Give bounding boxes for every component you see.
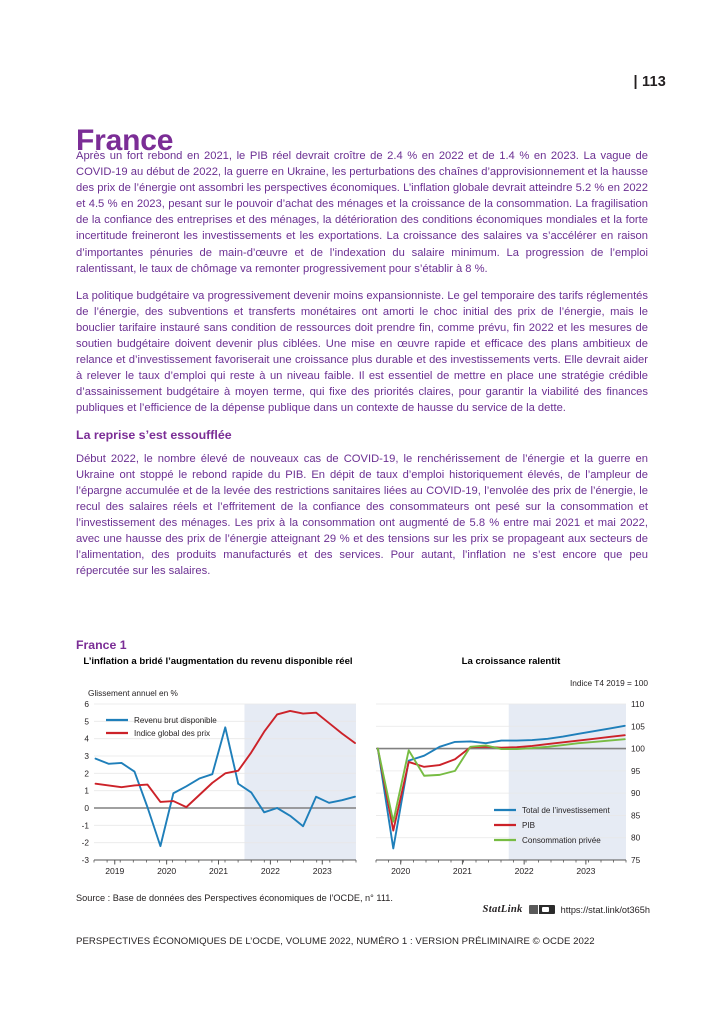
chart-left-title: L’inflation a bridé l’augmentation du revenu disponible réel: [83, 656, 353, 667]
chart-croissance-ralentit: [370, 656, 652, 888]
svg-text:2021: 2021: [452, 866, 472, 876]
svg-text:2023: 2023: [576, 866, 596, 876]
chart-left-plot: [74, 698, 362, 878]
svg-text:Revenu brut disponible: Revenu brut disponible: [134, 716, 217, 725]
svg-text:2023: 2023: [312, 866, 332, 876]
page-title: France: [76, 124, 174, 158]
svg-text:90: 90: [631, 788, 641, 799]
svg-text:Consommation privée: Consommation privée: [522, 836, 601, 845]
svg-text:6: 6: [84, 699, 89, 709]
statlink[interactable]: [483, 904, 650, 915]
svg-text:2: 2: [84, 768, 89, 779]
statlink-label: StatLink: [482, 904, 523, 915]
statlink-barcode-icon: [529, 905, 555, 914]
svg-text:-1: -1: [81, 820, 89, 831]
svg-text:75: 75: [631, 855, 641, 865]
svg-text:2020: 2020: [391, 866, 411, 876]
running-footer: PERSPECTIVES ÉCONOMIQUES DE L’OCDE, VOLUME 2022, NUMÉRO 1 : VERSION PRÉLIMINAIRE © OCDE 2022: [76, 936, 595, 947]
svg-text:3: 3: [84, 751, 89, 761]
paragraph-1: Après un fort rebond en 2021, le PIB réel devrait croître de 2.4 % en 2022 et de 1.4 % en 2023. La vague de COVID-19 au début de 2022, la guerre en Ukraine, les perturbations des chaînes d’approvisionnement et la hausse des prix de l’énergie ont assombri les perspectives économiques. L’inflation globale devrait atteindre 5.2 % en 2022 et 4.5 % en 2023, pesant sur le pouvoir d’achat des ménages et la croissance de la consommation. La fragilisation de la confiance des entreprises et des ménages, la détérioration des conditions économiques mondiales et la forte incertitude freineront les investissements et les exportations. La croissance des salaires va s’accélérer en raison d’importantes pénuries de main-d’œuvre et de l’indexation du salaire minimum. La progression de l’emploi ralentissant, le taux de chômage va remonter progressivement pour s’établir à 8 %.: [76, 150, 648, 275]
chart-inflation-revenu: [74, 656, 362, 888]
paragraph-2: La politique budgétaire va progressivement devenir moins expansionniste. Le gel temporaire des tarifs réglementés de l’énergie, des subventions et transferts monétaires ont amorti le choc initial des prix de l’énergie, mais le bouclier tarifaire instauré sans condition de ressources doit prendre fin, comme prévu, fin 2022 et les mesures de soutien budgétaire doivent devenir plus ciblées. Une mise en œuvre rapide et efficace des plans ambitieux de relance et d’investissement favoriserait une croissance plus durable et des investissements verts. Elle devrait aider à relever le taux d’emploi qui reste à un niveau faible. Il est essentiel de mettre en place une stratégie crédible d’assainissement budgétaire à moyen terme, qui fixe des priorités claires, pour garantir la viabilité des finances publiques et l’efficience de la dépense publique dans un contexte de hausse du service de la dette.: [76, 289, 648, 415]
svg-text:4: 4: [84, 733, 89, 744]
chart-left-ylabel: Glissement annuel en %: [88, 688, 178, 698]
svg-text:Total de l’investissement: Total de l’investissement: [522, 806, 610, 815]
svg-text:2022: 2022: [514, 866, 534, 876]
page-folio: | 113: [633, 74, 666, 90]
svg-text:80: 80: [631, 832, 641, 843]
chart-right-plot: [370, 698, 652, 878]
svg-text:5: 5: [84, 716, 89, 727]
svg-text:PIB: PIB: [522, 821, 536, 830]
svg-text:105: 105: [631, 721, 645, 732]
svg-text:2022: 2022: [260, 866, 280, 876]
svg-text:2019: 2019: [105, 866, 125, 876]
svg-text:1: 1: [84, 785, 89, 796]
svg-text:0: 0: [84, 803, 89, 813]
figure-charts: [74, 656, 652, 888]
svg-text:Indice global des prix: Indice global des prix: [134, 729, 211, 738]
figure-label: France 1: [76, 638, 127, 652]
svg-text:85: 85: [631, 810, 641, 821]
chart-right-title: La croissance ralentit: [461, 656, 561, 667]
section-subheading: La reprise s’est essoufflée: [76, 427, 232, 442]
body-column: [76, 148, 648, 590]
svg-text:2021: 2021: [208, 866, 229, 876]
paragraph-3: Début 2022, le nombre élevé de nouveaux cas de COVID-19, le renchérissement de l’énergie et la guerre en Ukraine ont stoppé le rebond rapide du PIB. En dépit de taux d’emploi historiquement élevés, de l’ampleur de l’épargne accumulée et de la levée des restrictions sanitaires liées au COVID-19, l’envolée des prix de l’énergie, le recul des salaires réels et l’effritement de la confiance des consommateurs ont pesé sur la consommation et l’investissement des ménages. Les prix à la consommation ont augmenté de 5.8 % entre mai 2021 et mai 2022, avec une hausse des prix de l’énergie atteignant 29 % et des tensions sur les prix se propageant aux secteurs de l’alimentation, des produits manufacturés et des services. Pour autant, l’inflation ne s’est encore que peu répercutée sur les salaires.: [76, 452, 648, 578]
svg-text:-3: -3: [81, 855, 89, 865]
source-note: Source : Base de données des Perspectives économiques de l’OCDE, n° 111.: [76, 893, 393, 903]
statlink-url[interactable]: https://stat.link/ot365h: [560, 904, 650, 915]
svg-text:-2: -2: [81, 837, 89, 848]
svg-text:2020: 2020: [157, 866, 177, 876]
svg-text:110: 110: [631, 699, 645, 709]
svg-text:100: 100: [631, 743, 645, 754]
chart-right-ylabel: Indice T4 2019 = 100: [569, 678, 648, 688]
svg-text:95: 95: [631, 765, 641, 776]
